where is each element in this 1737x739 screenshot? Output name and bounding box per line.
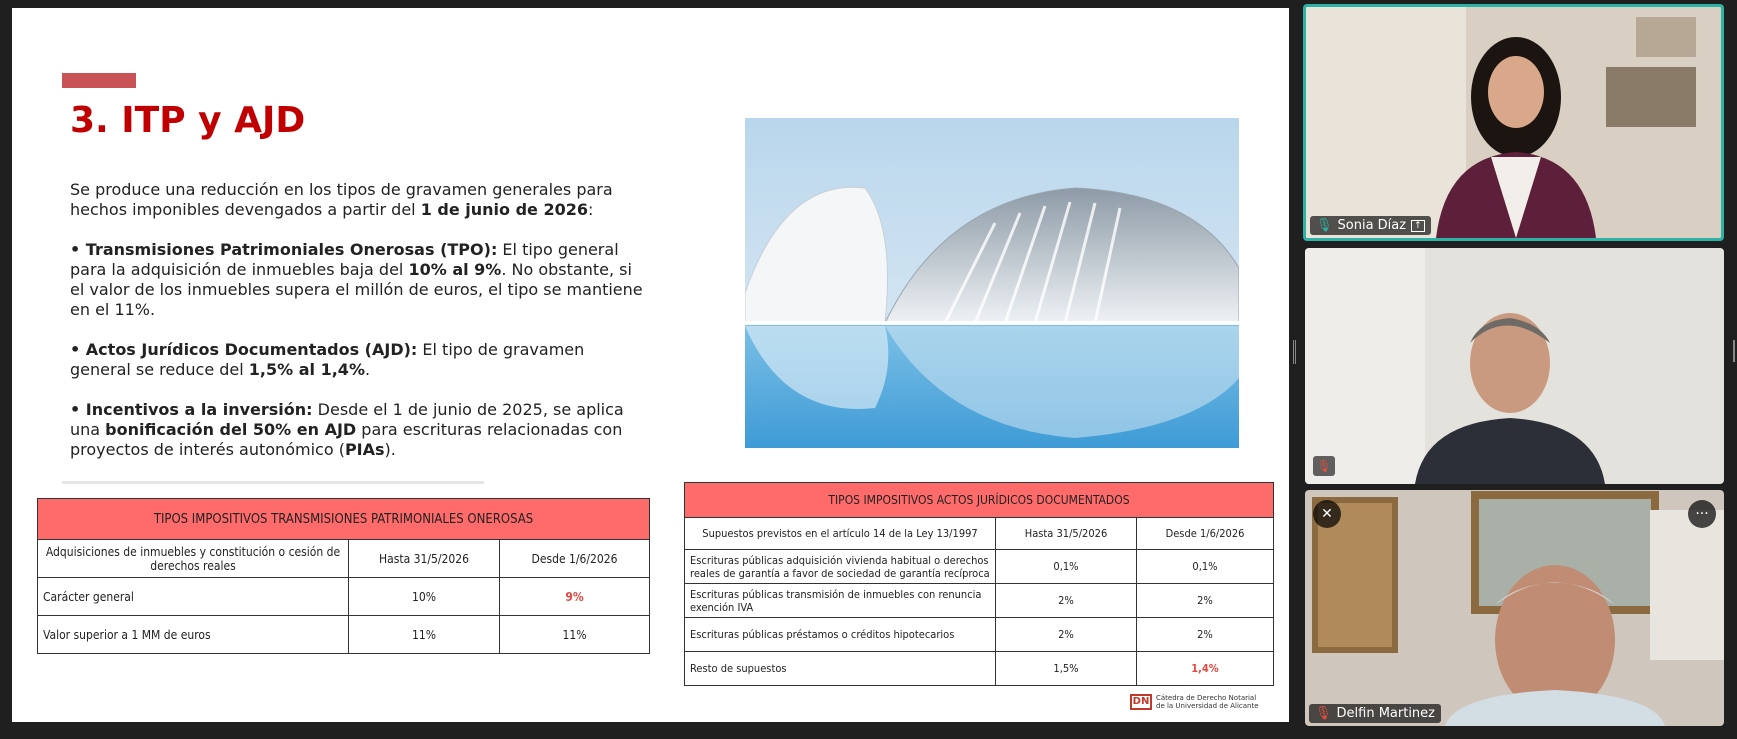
participant-video-1	[1306, 7, 1721, 238]
pin-off-icon[interactable]: ✕	[1313, 500, 1341, 528]
table-row	[38, 616, 650, 654]
tpo-header-from: Desde 1/6/2026	[500, 540, 650, 578]
more-options-icon[interactable]: ···	[1688, 500, 1716, 528]
bullet-ajd	[70, 340, 650, 380]
bullet-ajd-heading: • Actos Jurídicos Documentados (AJD):	[70, 340, 418, 359]
slide-title: 3. ITP y AJD	[70, 100, 306, 141]
table-row	[685, 584, 1274, 618]
tpo-header-until: Hasta 31/5/2026	[349, 540, 500, 578]
participant-name-tag-3	[1309, 704, 1441, 723]
intro-end: :	[587, 200, 594, 219]
university-logo	[1130, 694, 1259, 710]
tpo-row1-from: 9%	[500, 578, 650, 616]
logo-line-2: de la Universidad de Alicante	[1156, 702, 1259, 710]
ajd-header-until: Hasta 31/5/2026	[996, 518, 1137, 550]
bullet-ajd-text-end: .	[364, 360, 371, 379]
bullet-incentives-bonus: bonificación del 50% en AJD	[105, 420, 357, 439]
ajd-row2-until: 2%	[996, 584, 1137, 618]
participant-name-1: Sonia Díaz	[1337, 218, 1407, 233]
bullet-incentives-text-mid: para escrituras relacionadas con proyectos de interés autonómico (	[70, 420, 623, 459]
ajd-row3-until: 2%	[996, 618, 1137, 652]
ajd-header-from: Desde 1/6/2026	[1137, 518, 1274, 550]
bullet-incentives-heading: • Incentivos a la inversión:	[70, 400, 313, 419]
title-accent-bar	[62, 73, 136, 88]
mic-off-icon: 🎙	[1313, 456, 1335, 476]
tpo-rates-table	[37, 498, 650, 654]
ajd-row2-from: 2%	[1137, 584, 1274, 618]
ajd-row4-from: 1,4%	[1137, 652, 1274, 686]
ajd-row4-concept: Resto de supuestos	[685, 652, 996, 686]
participant-tile-2[interactable]	[1305, 248, 1724, 484]
intro-date: 1 de junio de 2026	[420, 200, 588, 219]
bullet-ajd-rate: 1,5% al 1,4%	[248, 360, 365, 379]
logo-line-1: Cátedra de Derecho Notarial	[1156, 694, 1257, 702]
bullet-tpo-text: El tipo general para la adquisición de inmuebles baja del	[70, 240, 619, 279]
ajd-row3-from: 2%	[1137, 618, 1274, 652]
tpo-row2-from: 11%	[500, 616, 650, 654]
bullet-tpo	[70, 240, 650, 320]
ajd-row1-until: 0,1%	[996, 550, 1137, 584]
table-row	[38, 578, 650, 616]
table-row	[685, 618, 1274, 652]
table-row	[685, 550, 1274, 584]
logo-mark-icon: DN	[1130, 694, 1152, 710]
bullet-incentives-text: Desde el 1 de junio de 2025, se aplica una	[70, 400, 624, 439]
ajd-row1-from: 0,1%	[1137, 550, 1274, 584]
bullet-tpo-text-end: . No obstante, si el valor de los inmuebles supera el millón de euros, el tipo se mantiene en el 11%.	[70, 260, 643, 319]
ajd-rates-table	[684, 482, 1274, 686]
ajd-table-title: TIPOS IMPOSITIVOS ACTOS JURÍDICOS DOCUMENTADOS	[685, 483, 1274, 518]
bullet-incentives	[70, 400, 650, 460]
tpo-header-concept: Adquisiciones de inmuebles y constitución o cesión de derechos reales	[38, 540, 349, 578]
ajd-row1-concept: Escrituras públicas adquisición vivienda habitual o derechos reales de garantía a favor de sociedad de garantía recíproca	[685, 550, 996, 584]
presentation-slide	[12, 8, 1289, 722]
tpo-row2-until: 11%	[349, 616, 500, 654]
bullet-incentives-text-end: ).	[384, 440, 396, 459]
section-divider	[62, 481, 484, 484]
panel-resize-handle[interactable]	[1293, 340, 1296, 364]
participant-video-2	[1305, 248, 1724, 484]
bullet-tpo-heading: • Transmisiones Patrimoniales Onerosas (TPO):	[70, 240, 498, 259]
ajd-row2-concept: Escrituras públicas transmisión de inmuebles con renuncia exención IVA	[685, 584, 996, 618]
bullet-tpo-rate: 10% al 9%	[408, 260, 502, 279]
participant-tile-3[interactable]	[1305, 490, 1724, 726]
tpo-row2-concept: Valor superior a 1 MM de euros	[38, 616, 349, 654]
window-edge-handle[interactable]	[1733, 340, 1735, 362]
building-photo	[745, 118, 1239, 448]
ajd-header-concept: Supuestos previstos en el artículo 14 de la Ley 13/1997	[685, 518, 996, 550]
mic-on-icon: 🎙	[1316, 218, 1333, 233]
participant-name-tag-1	[1310, 216, 1431, 235]
bullet-incentives-pias: PIAs	[344, 440, 385, 459]
mic-off-icon: 🎙	[1315, 706, 1332, 721]
participant-name-3: Delfin Martinez	[1336, 706, 1435, 721]
tpo-row1-until: 10%	[349, 578, 500, 616]
ajd-row3-concept: Escrituras públicas préstamos o créditos hipotecarios	[685, 618, 996, 652]
tpo-table-title: TIPOS IMPOSITIVOS TRANSMISIONES PATRIMONIALES ONEROSAS	[38, 499, 650, 540]
participant-tile-active-speaker[interactable]	[1303, 4, 1724, 241]
tpo-row1-concept: Carácter general	[38, 578, 349, 616]
bullet-ajd-text: El tipo de gravamen general se reduce del	[70, 340, 585, 379]
participant-video-3	[1305, 490, 1724, 726]
share-screen-icon: ↑	[1411, 220, 1425, 232]
slide-body	[70, 180, 650, 480]
intro-text: Se produce una reducción en los tipos de gravamen generales para hechos imponibles devengados a partir del	[70, 180, 613, 219]
logo-text	[1156, 694, 1259, 710]
ajd-row4-until: 1,5%	[996, 652, 1137, 686]
table-row	[685, 652, 1274, 686]
intro-paragraph	[70, 180, 650, 220]
